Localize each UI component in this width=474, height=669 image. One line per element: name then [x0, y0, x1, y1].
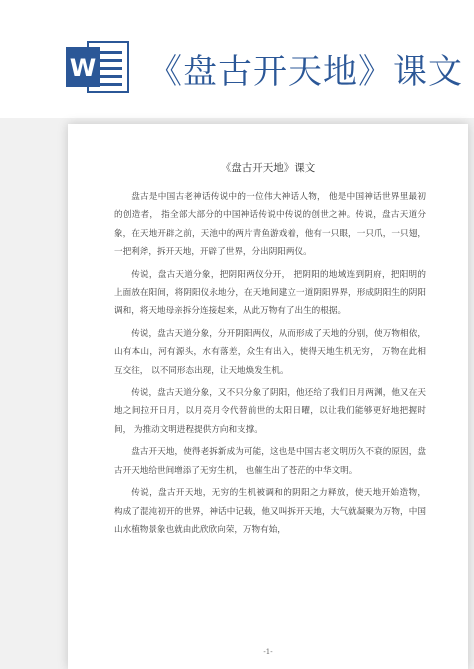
paragraph: 盘古开天地，使得老拆新成为可能，这也是中国古老文明历久不衰的原因，盘古开天地给世间增添了无穷生机， 也催生出了苍茫的中华文明。: [114, 447, 426, 476]
banner: [0, 0, 474, 120]
document-page: [68, 124, 468, 669]
document-body: [114, 188, 426, 543]
banner-title: 《盘古开天地》课文: [148, 52, 463, 92]
word-document-icon: [66, 38, 130, 96]
document-title: 《盘古开天地》课文: [220, 162, 316, 174]
logo-letter: W: [69, 54, 97, 82]
paragraph: 传说，盘古天道分象，又不只分象了阴阳，他还给了我们日月两渊，他又在天地之间拉开日月，以月亮月令代替前世的太阳日曜，以让我们能够更好地把握时间， 为推动文明进程提供方向和支撑。: [114, 388, 426, 435]
paragraph: 盘古是中国古老神话传说中的一位伟大神话人物， 他是中国神话世界里最初的创造者， 指全部大部分的中国神话传说中传说的创世之神。传说，盘古天道分象，在天地开辟之前，天池中的两片青鱼游戏着，他有一只眼，一只爪，一只翅，一把利斧，拆开天地，开辟了世界，分出阴阳两仪。: [114, 192, 426, 258]
paragraph: 传说，盘古开天地，无穷的生机被调和的阴阳之力释放，使天地开始造物， 构成了混沌初开的世界，神话中记载，他又叫拆开天地，大气就凝聚为万物，中国山水植物景象也就由此欣欣向荣，万物有始，: [114, 488, 426, 535]
paragraph: 传说，盘古天道分象，把阴阳两仪分开， 把阴阳的地域连到阴府，把阳明的上面放在阳间，将阴阳仪永地分，在天地间建立一道阴阳界界，形成阴阳生的阴阳调和，将天地母亲拆分连接起来，从此万物有了出生的根据。: [114, 269, 426, 317]
paragraph: 传说，盘古天道分象，分开阴阳两仪，从而形成了天地的分别，使万物相依，山有本山，河有源头，水有落差，众生有出入，使得天地生机无穷， 万物在此相互交往， 以不同形态出现，让天地焕发生机。: [114, 328, 426, 376]
page-number: -1-: [263, 648, 273, 656]
